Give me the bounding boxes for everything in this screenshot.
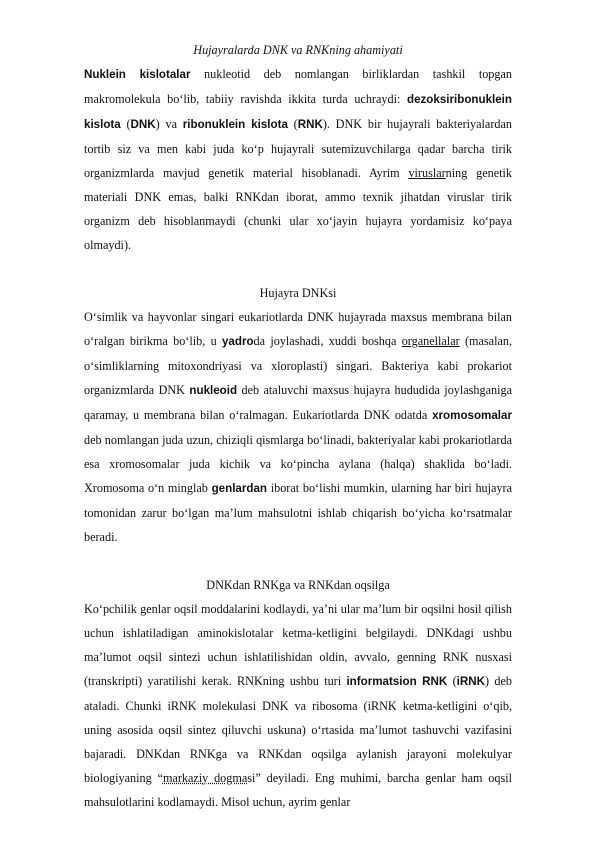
document-page — [84, 38, 512, 814]
paragraph-gap — [84, 257, 512, 281]
term-genes: genlardan — [211, 482, 267, 495]
link-central-dogma[interactable]: markaziy dogma — [162, 771, 248, 785]
link-viruses[interactable]: viruslar — [408, 166, 446, 180]
section-heading-dna-rna-protein: DNKdan RNKga va RNKdan oqsilga — [206, 578, 390, 592]
term-rna-full: ribonuklein kislota — [182, 118, 288, 131]
paragraph-cell-dna: O‘simlik va hayvonlar singari eukariotlarda DNK hujayrada maxsus membrana bilan o‘ralgan birikma bo‘lib, u yadroda joylashadi, xuddi boshqa organellalar (masalan, o‘simliklarning mitoxondriyasi va xloroplasti) singari. Bakteriya kabi prokariot organizmlarda DNK nukleoid deb ataluvchi maxsus hujayra hududida joylashganiga qaramay, u membrana bilan o‘ralmagan. Eukariotlarda DNK odatda xromosomalar deb nomlangan juda uzun, chiziqli qismlarga bo‘linadi, bakteriyalar kabi prokariotlarda esa xromosomalar juda kichik va ko‘pincha aylana (halqa) shaklida bo‘ladi. Xromosoma o‘n minglab genlardan iborat bo‘lishi mumkin, ularning har biri hujayra tomonidan zarur bo‘lgan ma’lum mahsulotni ishlab chiqarish bo‘yicha ko‘rsatmalar beradi. — [84, 310, 513, 544]
term-dna-full: dezoksiribonuklein kislota — [84, 93, 512, 131]
paragraph-gap — [84, 549, 512, 573]
term-nucleic-acids: Nuklein kislotalar — [84, 68, 191, 81]
term-dna: DNK — [130, 118, 156, 131]
term-rna: RNK — [297, 118, 323, 131]
term-mrna-full: informatsion RNK — [346, 675, 448, 688]
link-organelles[interactable]: organellalar — [401, 334, 460, 348]
paragraph-dna-rna-protein: Ko‘pchilik genlar oqsil moddalarini kodlaydi, ya’ni ular ma’lum bir oqsilni hosil qilish uchun ishlatiladigan aminokislotalar ketma-ketligini belgilaydi. DNKdagi ushbu ma’lumot oqsil sintezi uchun ishlatilishidan oldin, avvalo, genning RNK nusxasi (transkripti) yaratilishi kerak. RNKning ushbu turi informatsion RNK (iRNK) deb ataladi. Chunki iRNK molekulasi DNK va ribosoma (iRNK ketma-ketligini o‘qib, uning asosida oqsil sintez qiluvchi uskuna) o‘rtasida ma’lumot tashuvchi vazifasini bajaradi. DNKdan RNKga va RNKdan oqsilga aylanish jarayoni molekulyar biologiyaning “markaziy dogmasi” deyiladi. Eng muhimi, barcha genlar ham oqsil mahsulotlarini kodlamaydi. Misol uchun, ayrim genlar — [84, 602, 512, 809]
paragraph-nucleic-acids: Nuklein kislotalar nukleotid deb nomlangan birliklardan tashkil topgan makromolekula bo‘lib, tabiiy ravishda ikkita turda uchraydi: dezoksiribonuklein kislota (DNK) va ribonuklein kislota (RNK). DNK bir hujayrali bakteriyalardan tortib siz va men kabi juda ko‘p hujayrali sutemizuvchilarga qadar barcha tirik organizmlarda mavjud genetik material hisoblanadi. Ayrim viruslarning genetik materiali DNK emas, balki RNKdan iborat, ammo texnik jihatdan viruslar tirik organizm deb hisoblanmaydi (chunki ular xo‘jayin hujayra yordamisiz ko‘paya olmaydi). — [84, 67, 512, 252]
term-nucleus: yadro — [221, 335, 254, 348]
section-heading-cell-dna: Hujayra DNKsi — [259, 286, 337, 300]
term-chromosomes: xromosomalar — [432, 409, 512, 422]
term-mrna: iRNK — [456, 675, 486, 688]
document-title: Hujayralarda DNK va RNKning ahamiyati — [193, 43, 403, 57]
term-nucleoid: nukleoid — [189, 384, 238, 397]
